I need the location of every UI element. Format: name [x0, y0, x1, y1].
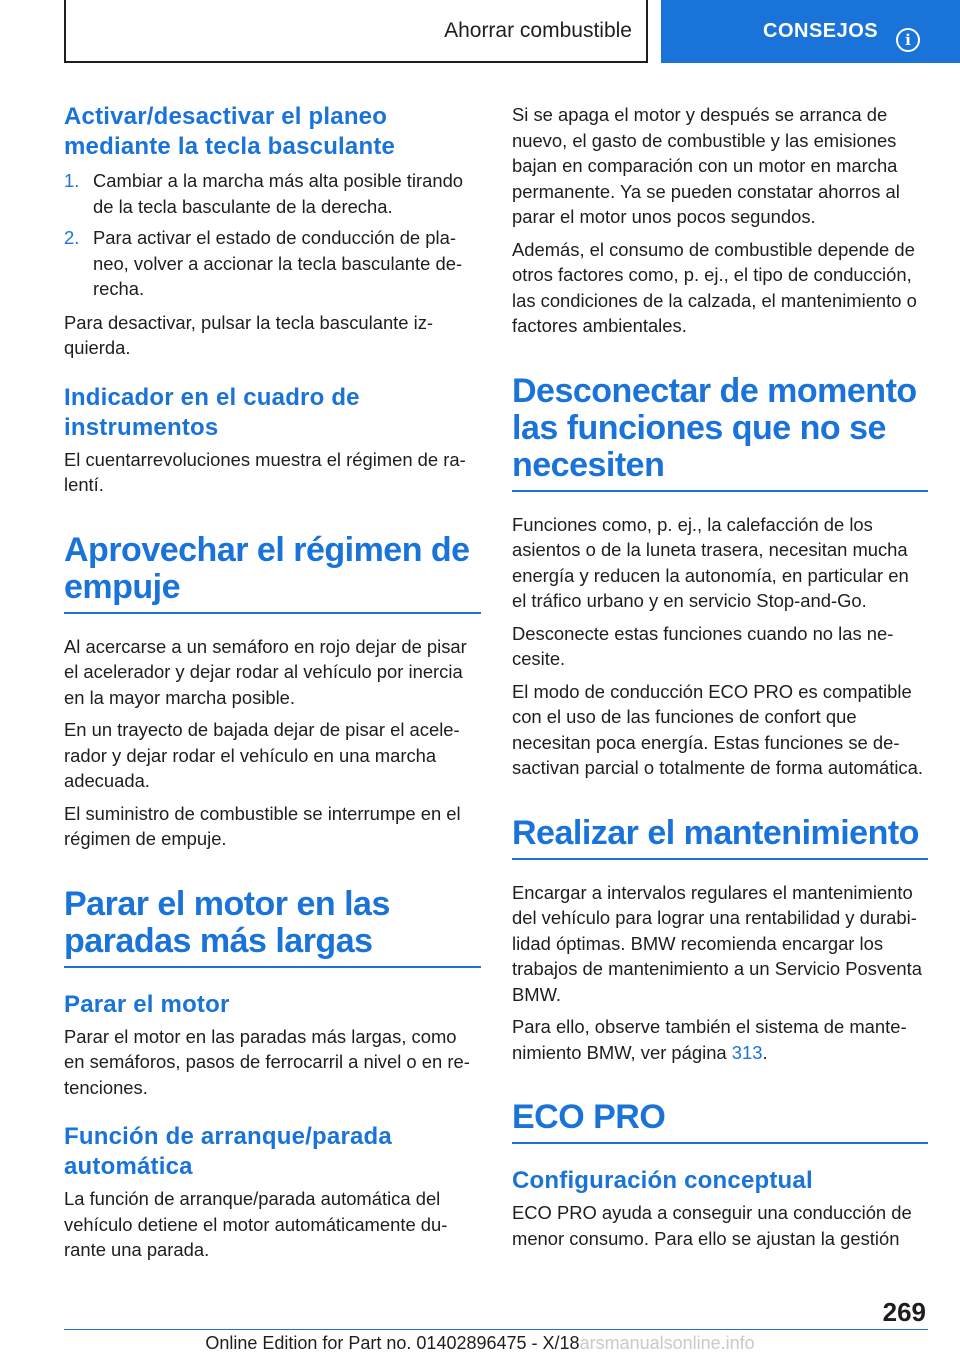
heading-indicador: Indicador en el cuadro de instrumentos [64, 383, 360, 441]
step-text: Cambiar a la marcha más alta posible tirando de la tecla basculante de la derecha. [93, 170, 464, 217]
paragraph: Al acercarse a un semáforo en rojo dejar de pisar el acelerador y dejar rodar al vehículo por inercia en la mayor marcha posible. [64, 635, 467, 708]
footer-divider [64, 1329, 928, 1330]
heading-parar: Parar el motor en las paradas más largas [64, 886, 481, 968]
right-column [512, 102, 928, 1258]
paragraph: Desconecte estas funciones cuando no las necesite. [512, 622, 894, 669]
paragraph: En un trayecto de bajada dejar de pisar el acelerador y dejar rodar el vehículo en una marcha adecuada. [64, 719, 460, 791]
paragraph: Para desactivar, pulsar la tecla basculante izquierda. [64, 311, 434, 358]
heading-mantenimiento: Realizar el mantenimiento [512, 815, 928, 860]
heading-planeo: Activar/desactivar el planeo mediante la tecla basculante [64, 103, 396, 160]
heading-empuje: Aprovechar el régimen de empuje [64, 532, 481, 614]
heading-config: Configuración conceptual [512, 1167, 813, 1194]
list-item [64, 225, 481, 302]
edition-line [0, 1333, 960, 1354]
paragraph: El cuentarrevoluciones muestra el régimen de ralentí. [64, 448, 466, 495]
chapter-title: CONSEJOS [763, 20, 879, 42]
page-header [0, 0, 960, 66]
paragraph: Encargar a intervalos regulares el mantenimiento del vehículo para lograr una rentabilidad y durabilidad óptimas. BMW recomienda encargar los trabajos de mantenimiento a un Servicio Posventa BMW. [512, 881, 922, 1005]
step-number: 2. [64, 227, 80, 248]
section-title: Ahorrar combustible [444, 18, 632, 42]
paragraph: Además, el consumo de combustible depende de otros factores como, p. ej., el tipo de conducción, las condiciones de la calzada, el mantenimiento o factores ambientales. [512, 238, 917, 336]
watermark: arsmanualsonline.info [579, 1333, 755, 1353]
heading-ecopro: ECO PRO [512, 1099, 928, 1144]
list-item [64, 168, 481, 219]
page-link[interactable]: 313 [731, 1041, 763, 1063]
paragraph: El modo de conducción ECO PRO es compatible con el uso de las funciones de confort que necesitan poca energía. Estas funciones se desactivan parcial o totalmente de forma automática. [512, 680, 923, 778]
observe-end: . [762, 1041, 768, 1063]
section-tab[interactable] [64, 0, 648, 63]
paragraph: El suministro de combustible se interrumpe en el régimen de empuje. [64, 802, 461, 849]
paragraph-observe [512, 1014, 928, 1065]
heading-funcion: Función de arranque/parada automática [64, 1123, 392, 1180]
paragraph: Si se apaga el motor y después se arranca de nuevo, el gasto de combustible y las emisiones bajan en comparación con un motor en marcha permanente. Ya se pueden constatar ahorros al parar el motor unos pocos segundos. [512, 104, 900, 227]
step-text: Para activar el estado de conducción de planeo, volver a accionar la tecla basculante derecha. [93, 227, 463, 299]
info-icon: i [896, 28, 920, 52]
paragraph: La función de arranque/parada automática del vehículo detiene el motor automáticamente durante una parada. [64, 1188, 448, 1260]
steps-list [64, 168, 481, 302]
paragraph: Parar el motor en las paradas más largas, como en semáforos, pasos de ferrocarril a nivel o en retenciones. [64, 1025, 470, 1098]
paragraph: Funciones como, p. ej., la calefacción de los asientos o de la luneta trasera, necesitan mucha energía y reducen la autonomía, en particular en el tráfico urbano y en servicio Stop-and-Go. [512, 513, 909, 611]
step-number: 1. [64, 170, 80, 191]
heading-parar-motor: Parar el motor [64, 990, 230, 1018]
observe-text: Para ello, observe también el sistema de mantenimiento BMW, ver página [512, 1016, 907, 1063]
heading-desconectar: Desconectar de momento las funciones que no se necesiten [512, 373, 928, 492]
page-number: 269 [882, 1297, 926, 1327]
edition-text: Online Edition for Part no. 01402896475 - X/18 [205, 1333, 580, 1353]
left-column [64, 102, 481, 1270]
paragraph: ECO PRO ayuda a conseguir una conducción de menor consumo. Para ello se ajustan la gestión [512, 1202, 912, 1249]
